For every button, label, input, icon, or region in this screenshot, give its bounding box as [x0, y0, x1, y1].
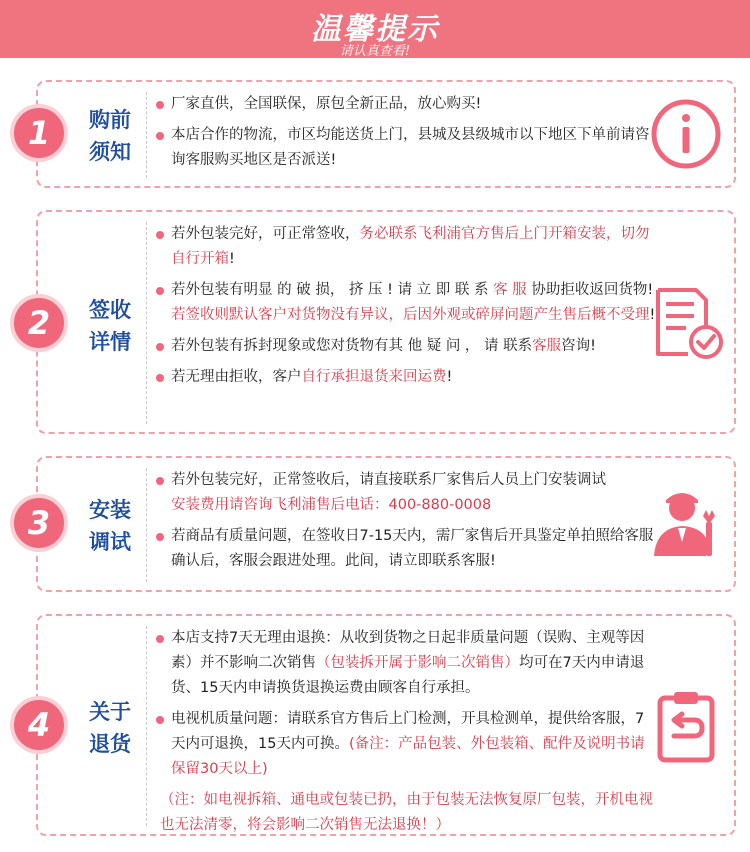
section-divider	[146, 222, 147, 424]
section-number-3: 3	[10, 494, 68, 552]
section-divider	[146, 468, 147, 582]
info-icon	[648, 96, 724, 172]
section-card-1	[27, 80, 736, 188]
list-item: 若外包装完好，正常签收后，请直接联系厂家售后人员上门安装调试 安装费用请咨询飞利浦售后电话：400-880-0008	[156, 468, 656, 518]
section-number-4: 4	[10, 696, 68, 754]
section-number-1: 1	[10, 104, 68, 162]
section-title-4: 关于 退货	[89, 700, 131, 756]
list-item: 厂家直供，全国联保，原包全新正品，放心购买!	[156, 92, 656, 117]
list-item: 电视机质量问题：请联系官方售后上门检测，开具检测单，提供给客服，7天内可退换，15天内可换。(备注：产品包装、外包装箱、配件及说明书请保留30天以上)	[156, 707, 656, 782]
page-title: 温馨提示	[311, 12, 439, 47]
section-content-4	[156, 626, 656, 844]
section-card-3	[27, 456, 736, 592]
section-card-4	[27, 614, 736, 836]
section-content-3	[156, 468, 656, 580]
list-item: 若外包装有拆封现象或您对货物有其 他 疑 问 ， 请 联系客服咨询!	[156, 334, 656, 359]
page-subtitle: 请认真查看!	[339, 44, 411, 59]
section-divider	[146, 92, 147, 178]
section-card-2	[27, 210, 736, 434]
list-item: 若无理由拒收，客户自行承担退货来回运费!	[156, 365, 656, 390]
section-title-1: 购前 须知	[89, 108, 131, 164]
list-item: 若外包装有明显 的 破 损， 挤 压 ! 请 立 即 联 系 客 服 协助拒收返回货物!若签收则默认客户对货物没有异议，后因外观或碎屏问题产生售后概不受理!	[156, 278, 656, 328]
list-item: 本店支持7天无理由退换：从收到货物之日起非质量问题（误购、主观等因素）并不影响二次销售（包装拆开属于影响二次销售）均可在7天内申请退货、15天内申请换货退换运费由顾客自行承担。	[156, 626, 656, 701]
list-item: 若商品有质量问题，在签收日7-15天内，需厂家售后开具鉴定单拍照给客服确认后，客服会跟进处理。此间，请立即联系客服!	[156, 524, 656, 574]
section-title-3: 安装 调试	[89, 498, 131, 554]
return-clipboard-icon	[648, 688, 724, 764]
list-item: 若外包装完好，可正常签收，务必联系飞利浦官方售后上门开箱安装，切勿自行开箱!	[156, 222, 656, 272]
checklist-document-icon	[648, 284, 724, 360]
section-content-2	[156, 222, 656, 396]
section-content-1	[156, 92, 656, 179]
header-banner	[0, 0, 750, 58]
note-text: （注：如电视拆箱、通电或包装已扔，由于包装无法恢复原厂包装，开机电视也无法清零，将会影响二次销售无法退换！）	[160, 792, 653, 833]
section-title-2: 签收 详情	[89, 298, 131, 354]
section-number-2: 2	[10, 294, 68, 352]
list-item: 本店合作的物流，市区均能送货上门，县城及县级城市以下地区下单前请咨询客服购买地区是否派送!	[156, 123, 656, 173]
technician-icon	[648, 486, 724, 562]
section-divider	[146, 626, 147, 826]
